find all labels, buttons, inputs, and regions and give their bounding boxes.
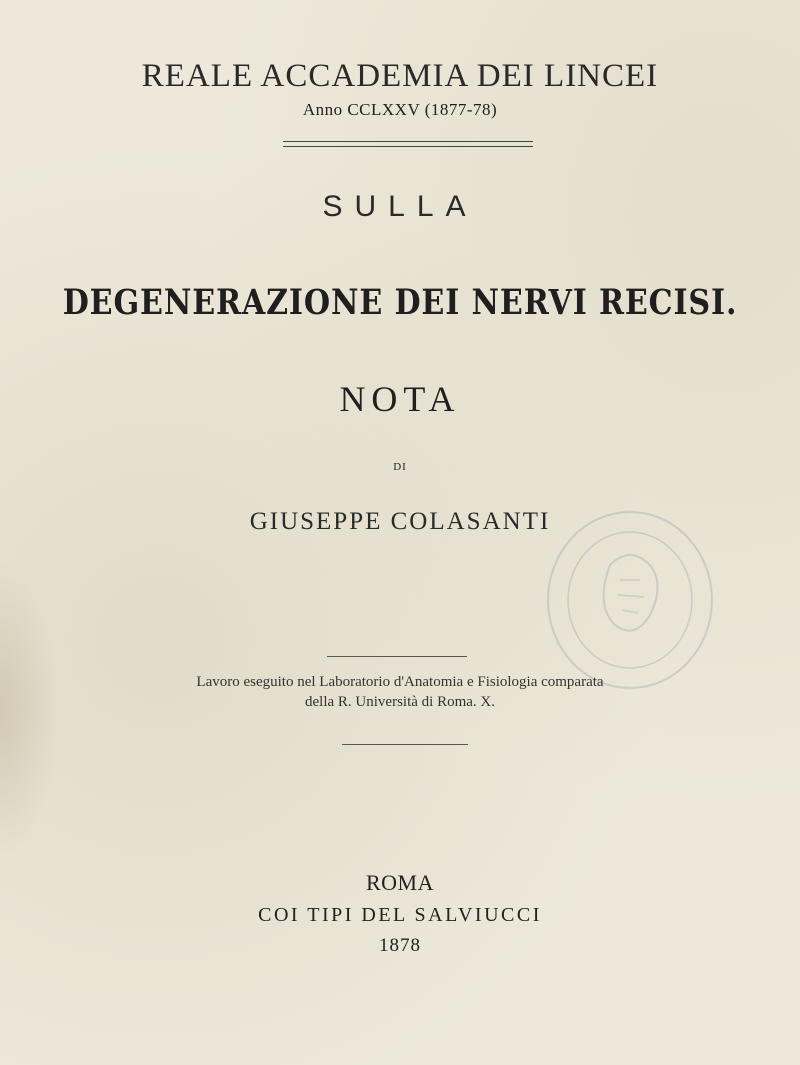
divider-lower: [342, 744, 468, 745]
title-subject: DEGENERAZIONE DEI NERVI RECISI.: [62, 282, 738, 323]
year-range: (1877-78): [424, 100, 498, 119]
imprint-year: 1878: [379, 935, 421, 956]
affiliation-line-1: Lavoro eseguito nel Laboratorio d'Anatomia e Fisiologia comparata: [196, 674, 604, 690]
library-stamp-icon: [540, 505, 720, 695]
by-label: DI: [393, 461, 407, 473]
double-divider: [283, 141, 533, 147]
year-roman: CCLXXV: [347, 100, 420, 119]
document-type: NOTA: [339, 379, 461, 419]
imprint-printer: COI TIPI DEL SALVIUCCI: [258, 904, 542, 926]
academy-name: REALE ACCADEMIA DEI LINCEI: [141, 58, 659, 94]
title-preposition: SULLA: [322, 190, 478, 223]
imprint-city: ROMA: [365, 870, 434, 895]
author-name: GIUSEPPE COLASANTI: [249, 508, 551, 535]
affiliation-line-2: della R. Università di Roma. X.: [305, 694, 495, 710]
affiliation-note: [0, 672, 800, 712]
year-prefix: Anno: [302, 100, 343, 119]
academic-year: [0, 100, 800, 120]
divider-upper: [327, 656, 467, 657]
